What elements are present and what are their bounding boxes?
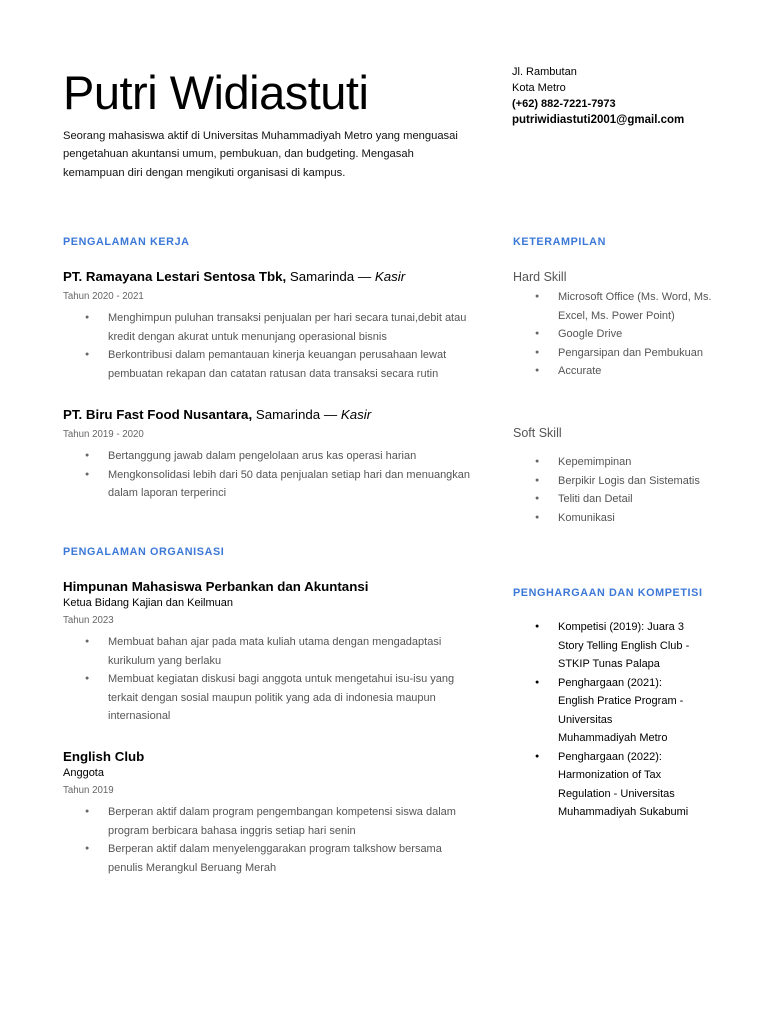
section-title-awards: PENGHARGAAN DAN KOMPETISI — [513, 587, 703, 599]
org-position: Ketua Bidang Kajian dan Keilmuan — [63, 597, 234, 609]
bullet-item: ● Bertanggung jawab dalam pengelolaan arus kas operasi harian — [63, 447, 473, 466]
skill-item: ● Accurate — [513, 362, 713, 381]
job-date: Tahun 2019 - 2020 — [63, 429, 144, 440]
hard-skill-list — [513, 288, 713, 381]
job-role: Kasir — [340, 407, 372, 422]
job-date: Tahun 2020 - 2021 — [63, 291, 144, 302]
org-bullets — [63, 633, 473, 726]
soft-skill-heading: Soft Skill — [513, 426, 562, 440]
contact-phone: (+62) 882-7221-7973 — [512, 98, 616, 110]
bullet-item: ● Membuat kegiatan diskusi bagi anggota untuk mengetahui isu-isu yang terkait dengan sosial maupun politik yang ada di indonesia maupun internasional — [63, 670, 473, 726]
org-position: Anggota — [63, 767, 104, 779]
skill-item: ● Pengarsipan dan Pembukuan — [513, 344, 713, 363]
job-role: Kasir — [374, 269, 406, 284]
job-place: Samarinda — — [252, 407, 341, 422]
org-entry — [63, 578, 473, 726]
job-org: PT. Ramayana Lestari Sentosa Tbk, — [63, 269, 287, 284]
contact-city: Kota Metro — [512, 82, 566, 94]
contact-street: Jl. Rambutan — [512, 66, 577, 78]
org-entry — [63, 748, 473, 877]
bullet-item: ● Berperan aktif dalam program pengembangan kompetensi siswa dalam program berbicara bahasa inggris setiap hari senin — [63, 803, 473, 840]
hard-skill-heading: Hard Skill — [513, 270, 567, 284]
bullet-item: ● Menghimpun puluhan transaksi penjualan per hari secara tunai,debit atau kredit dengan akurat untuk menunjang operasional bisnis — [63, 309, 473, 346]
skill-item: ● Microsoft Office (Ms. Word, Ms. Excel, Ms. Power Point) — [513, 288, 713, 325]
skill-item: ● Komunikasi — [513, 509, 713, 528]
org-date: Tahun 2023 — [63, 615, 114, 626]
section-title-work: PENGALAMAN KERJA — [63, 236, 190, 248]
job-bullets — [63, 447, 473, 503]
contact-email: putriwidiastuti2001@gmail.com — [512, 114, 685, 126]
job-heading — [63, 268, 473, 286]
skill-item: ● Berpikir Logis dan Sistematis — [513, 472, 713, 491]
job-heading — [63, 406, 473, 424]
contact-block — [512, 64, 752, 128]
skill-item: ● Teliti dan Detail — [513, 490, 713, 509]
skill-item: ● Google Drive — [513, 325, 713, 344]
org-name: English Club — [63, 749, 145, 764]
bullet-item: ● Berperan aktif dalam menyelenggarakan program talkshow bersama penulis Merangkul Beruang Merah — [63, 840, 473, 877]
award-item: ● Penghargaan (2022): Harmonization of Tax Regulation - Universitas Muhammadiyah Sukabumi — [513, 748, 693, 822]
section-title-skills: KETERAMPILAN — [513, 236, 606, 248]
skill-item: ● Kepemimpinan — [513, 453, 713, 472]
job-entry — [63, 406, 473, 503]
resume-name: Putri Widiastuti — [63, 66, 369, 119]
job-org: PT. Biru Fast Food Nusantara, — [63, 407, 253, 422]
bullet-item: ● Berkontribusi dalam pemantauan kinerja keuangan perusahaan lewat pembuatan rekapan dan catatan ratusan data transaksi secara rutin — [63, 346, 473, 383]
soft-skill-list — [513, 453, 713, 527]
bullet-item: ● Membuat bahan ajar pada mata kuliah utama dengan mengadaptasi kurikulum yang berlaku — [63, 633, 473, 670]
org-heading — [63, 748, 473, 766]
job-place: Samarinda — — [286, 269, 375, 284]
awards-list — [513, 618, 693, 822]
award-item: ● Penghargaan (2021): English Pratice Program - Universitas Muhammadiyah Metro — [513, 674, 693, 748]
org-date: Tahun 2019 — [63, 785, 114, 796]
org-bullets — [63, 803, 473, 877]
job-bullets — [63, 309, 473, 383]
bullet-item: ● Mengkonsolidasi lebih dari 50 data penjualan setiap hari dan menuangkan dalam laporan terperinci — [63, 466, 473, 503]
award-item: ● Kompetisi (2019): Juara 3 Story Telling English Club - STKIP Tunas Palapa — [513, 618, 693, 674]
org-name: Himpunan Mahasiswa Perbankan dan Akuntansi — [63, 579, 369, 594]
section-title-organization: PENGALAMAN ORGANISASI — [63, 546, 225, 558]
job-entry — [63, 268, 473, 383]
summary-text: Seorang mahasiswa aktif di Universitas Muhammadiyah Metro yang menguasai pengetahuan akuntansi umum, pembukuan, dan budgeting. Mengasah kemampuan diri dengan mengikuti organisasi di kampus. — [63, 130, 458, 179]
org-heading — [63, 578, 473, 596]
